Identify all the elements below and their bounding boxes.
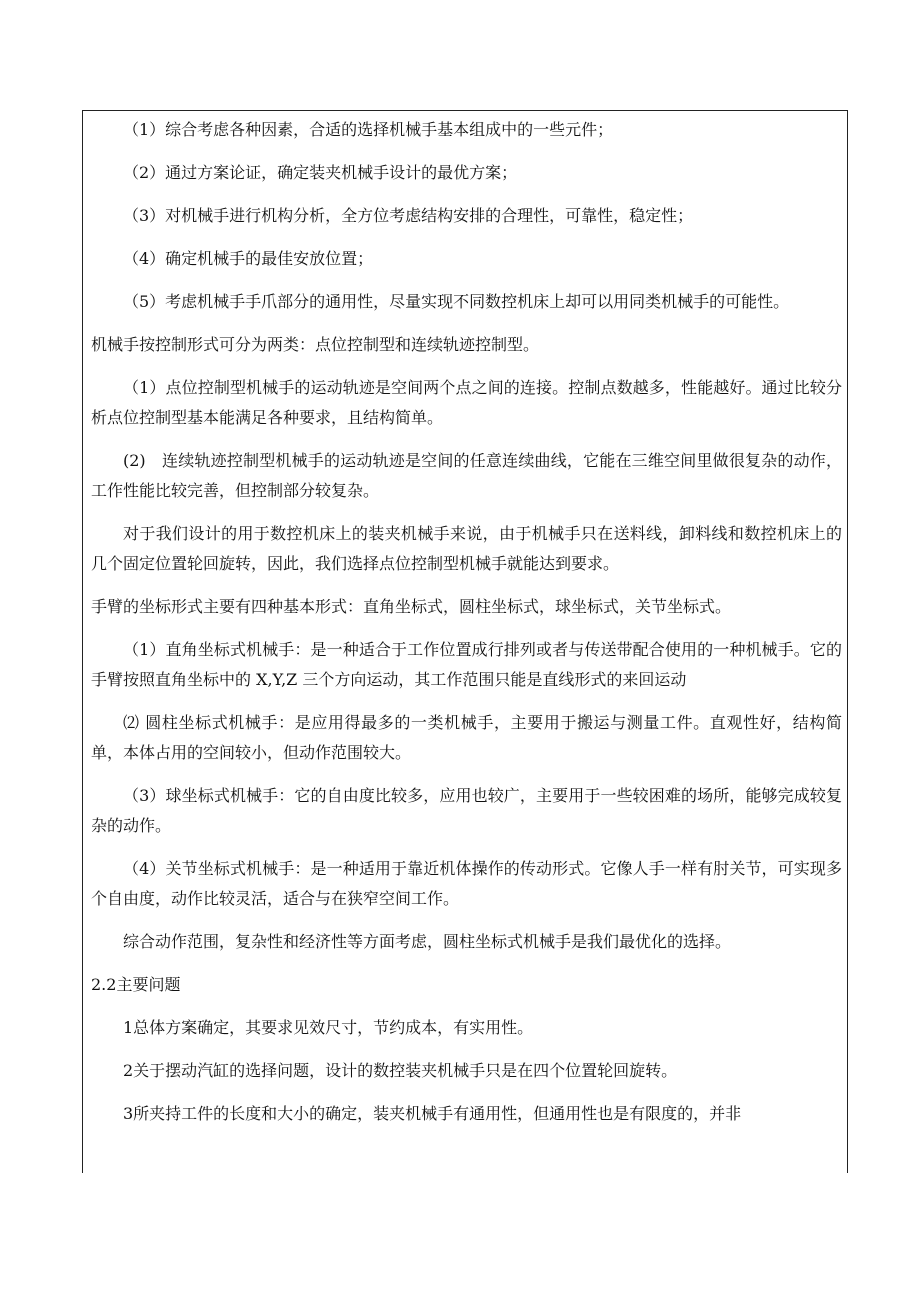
paragraph: （3）对机械手进行机构分析，全方位考虑结构安排的合理性，可靠性，稳定性； <box>123 206 694 225</box>
document-body <box>83 111 847 1129</box>
paragraph: （1）直角坐标式机械手：是一种适合于工作位置成行排列或者与传送带配合使用的一种机械手。它的手臂按照直角坐标中的 X,Y,Z 三个方向运动，其工作范围只能是直线形式的来回运动 <box>91 640 842 689</box>
paragraph: （3）球坐标式机械手：它的自由度比较多，应用也较广，主要用于一些较困难的场所，能够完成较复杂的动作。 <box>91 786 842 835</box>
paragraph: 手臂的坐标形式主要有四种基本形式：直角坐标式，圆柱坐标式，球坐标式，关节坐标式。 <box>91 597 732 616</box>
paragraph: （1）综合考虑各种因素，合适的选择机械手基本组成中的一些元件； <box>123 120 614 139</box>
paragraph: 1总体方案确定，其要求见效尺寸，节约成本，有实用性。 <box>123 1018 534 1037</box>
paragraph: 3所夹持工件的长度和大小的确定，装夹机械手有通用性，但通用性也是有限度的，并非 <box>123 1104 742 1123</box>
paragraph: 综合动作范围，复杂性和经济性等方面考虑，圆柱坐标式机械手是我们最优化的选择。 <box>123 932 732 951</box>
paragraph: （4）确定机械手的最佳安放位置； <box>123 249 374 268</box>
paragraph: 对于我们设计的用于数控机床上的装夹机械手来说，由于机械手只在送料线，卸料线和数控机床上的几个固定位置轮回旋转，因此，我们选择点位控制型机械手就能达到要求。 <box>91 524 842 573</box>
content-frame <box>82 110 848 1173</box>
paragraph: ⑵ 圆柱坐标式机械手：是应用得最多的一类机械手，主要用于搬运与测量工件。直观性好，结构简单，本体占用的空间较小，但动作范围较大。 <box>91 713 842 762</box>
section-heading: 2.2主要问题 <box>91 975 181 994</box>
paragraph: 2关于摆动汽缸的选择问题，设计的数控装夹机械手只是在四个位置轮回旋转。 <box>123 1061 678 1080</box>
paragraph: （2）通过方案论证，确定装夹机械手设计的最优方案； <box>123 163 518 182</box>
paragraph: （5）考虑机械手手爪部分的通用性，尽量实现不同数控机床上却可以用同类机械手的可能性。 <box>123 292 790 311</box>
paragraph: (2) 连续轨迹控制型机械手的运动轨迹是空间的任意连续曲线，它能在三维空间里做很复杂的动作，工作性能比较完善，但控制部分较复杂。 <box>91 451 842 500</box>
paragraph: （1）点位控制型机械手的运动轨迹是空间两个点之间的连接。控制点数越多，性能越好。通过比较分析点位控制型基本能满足各种要求，且结构简单。 <box>91 378 842 427</box>
paragraph: 机械手按控制形式可分为两类：点位控制型和连续轨迹控制型。 <box>91 335 540 354</box>
paragraph: （4）关节坐标式机械手：是一种适用于靠近机体操作的传动形式。它像人手一样有肘关节，可实现多个自由度，动作比较灵活，适合与在狭窄空间工作。 <box>91 859 842 908</box>
